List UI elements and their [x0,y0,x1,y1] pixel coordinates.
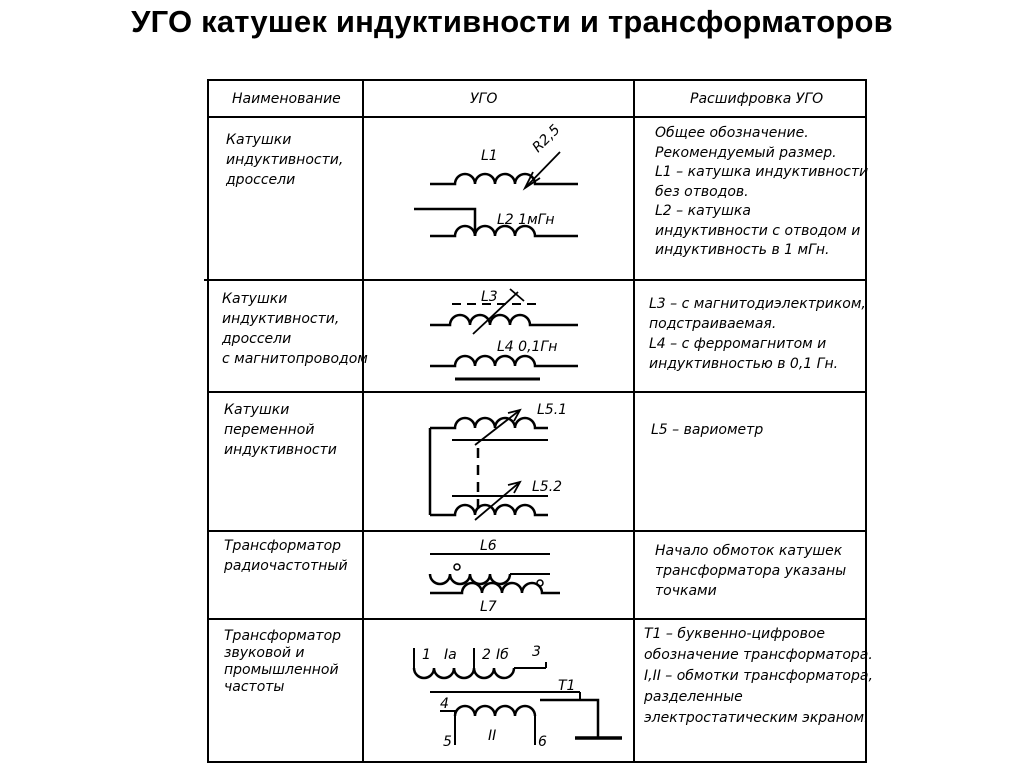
label-r2-5: R2,5 [529,121,564,156]
winding-start-dot-l6 [454,564,460,570]
label-t1: T1 [558,678,576,694]
row-3-decoding: L5 – вариометр [651,422,764,438]
row-1-decoding: Общее обозначение. Рекомендуемый размер. L1 – катушка индуктивности без отводов. L2 – катушка индуктивности с отводом и индуктивность в 1 мГн. [655,125,869,258]
header-name: Наименование [232,91,341,107]
label-l7: L7 [480,599,497,615]
label-pin-6: 6 [538,734,547,750]
label-winding-ia: Iа [444,647,457,663]
row-4-name: Трансформатор радиочастотный [224,538,348,574]
inductor-l4-symbol [430,356,578,379]
row-5-name: Трансформатор звуковой и промышленной частоты [224,628,342,695]
label-l3: L3 [481,289,498,305]
row-3-name: Катушки переменной индуктивности [224,402,337,458]
label-pin-4: 4 [440,696,449,712]
label-l6: L6 [480,538,497,554]
page-title: УГО катушек индуктивности и трансформаторов [131,4,893,39]
label-l4: L4 0,1Гн [497,339,558,355]
label-pin-5: 5 [443,734,452,750]
label-pin-1: 1 [422,647,431,663]
rf-transformer-symbol [430,554,560,593]
variometer-l5-symbol [430,410,548,520]
row-2-decoding: L3 – с магнитодиэлектриком, подстраиваемая. L4 – с ферромагнитом и индуктивностью в 0,1 Гн. [649,296,866,372]
row-1-name: Катушки индуктивности, дроссели [226,132,344,188]
row-5-decoding: T1 – буквенно-цифровое обозначение трансформатора. I,II – обмотки трансформатора, разделенные электростатическим экраном. [644,626,873,726]
label-pin-2: 2 [482,647,491,663]
label-l5-2: L5.2 [532,479,563,495]
label-pin-3: 3 [532,644,541,660]
row-4-decoding: Начало обмоток катушек трансформатора указаны точками [655,543,847,599]
inductor-l3-symbol [430,289,578,334]
row-2-name: Катушки индуктивности, дроссели с магнитопроводом [222,291,368,367]
header-symbol: УГО [470,91,498,107]
label-l2: L2 1мГн [497,212,555,228]
header-decoding: Расшифровка УГО [690,91,824,107]
label-l1: L1 [481,148,498,164]
label-l5-1: L5.1 [537,402,568,418]
label-winding-ib: Iб [496,647,509,663]
inductor-l1-symbol [430,152,578,188]
label-winding-ii: II [488,728,497,744]
